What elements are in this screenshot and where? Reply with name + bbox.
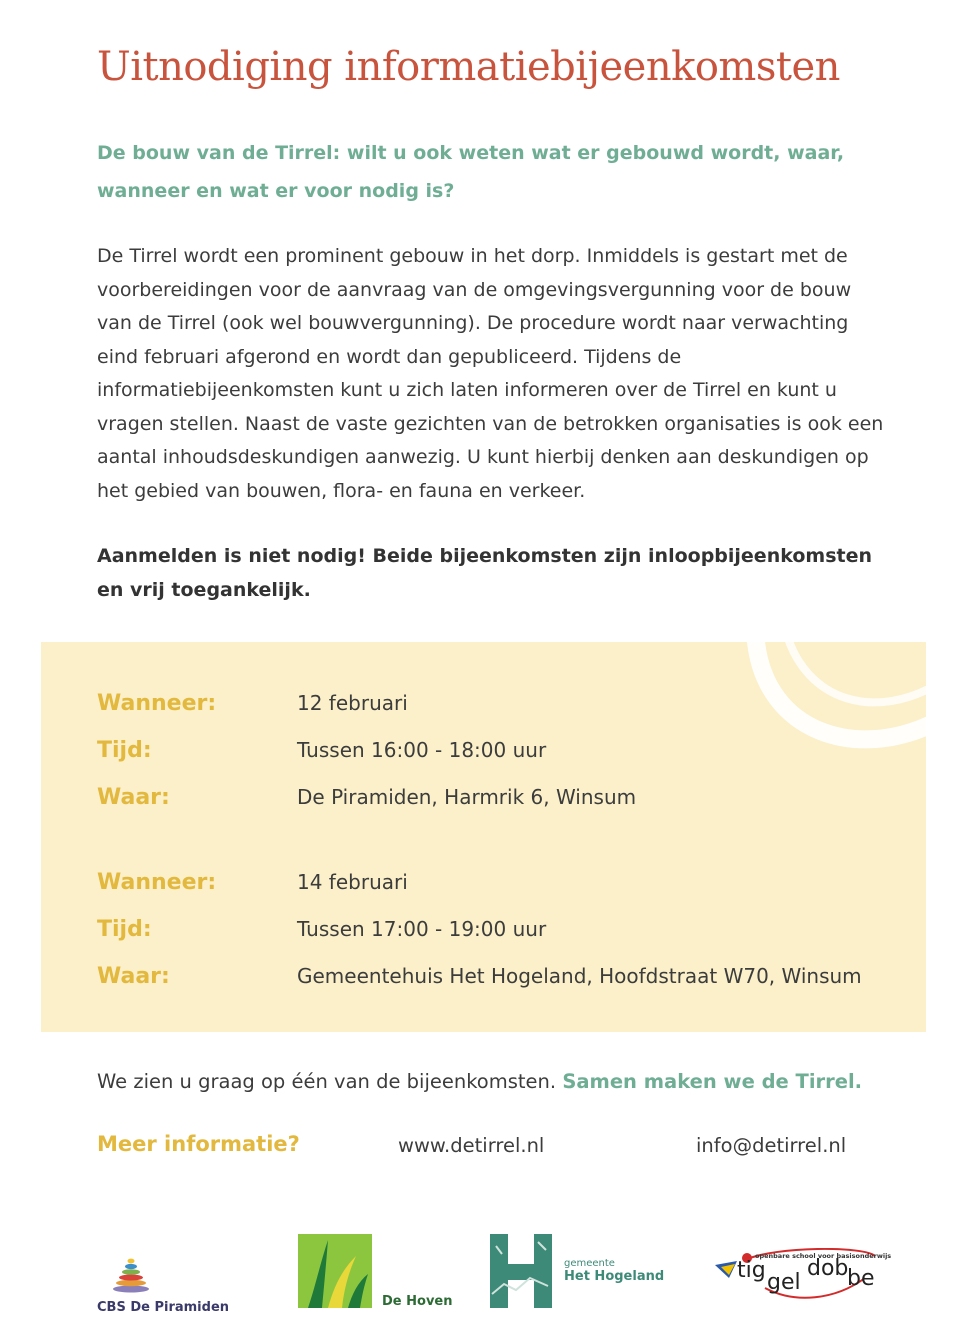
hogeland-logo-bottom: Het Hogeland xyxy=(564,1269,665,1284)
tiggeldobbe-word-2: gel xyxy=(767,1270,801,1295)
event-2-where-label: Waar: xyxy=(97,963,170,989)
registration-notice: Aanmelden is niet nodig! Beide bijeenkomsten zijn inloopbijeenkomsten en vrij toegankelijk. xyxy=(97,545,873,601)
closing-line xyxy=(97,1070,862,1093)
hoven-logo-text: De Hoven xyxy=(382,1294,453,1309)
website-link[interactable]: www.detirrel.nl xyxy=(398,1134,545,1157)
event-2-time-row xyxy=(97,909,546,949)
tiggeldobbe-word-4: be xyxy=(847,1266,875,1291)
event-1-when-row xyxy=(97,683,408,723)
event-1-where: De Piramiden, Harmrik 6, Winsum xyxy=(297,785,637,809)
hogeland-h-icon xyxy=(490,1234,554,1308)
swirl-decoration xyxy=(726,642,926,872)
event-2-where-row xyxy=(97,956,862,996)
page-title: Uitnodiging informatiebijeenkomsten xyxy=(97,44,840,90)
tiggeldobbe-word-3: dob xyxy=(807,1256,849,1281)
subtitle: De bouw van de Tirrel: wilt u ook weten wat er gebouwd wordt, waar, wanneer en wat er voor nodig is? xyxy=(97,142,845,202)
event-2-time: Tussen 17:00 - 19:00 uur xyxy=(297,917,547,941)
event-1-where-row xyxy=(97,777,636,817)
event-2-where: Gemeentehuis Het Hogeland, Hoofdstraat W70, Winsum xyxy=(297,964,862,988)
event-2-when: 14 februari xyxy=(297,870,408,894)
closing-accent: Samen maken we de Tirrel. xyxy=(562,1070,863,1093)
event-1-time: Tussen 16:00 - 18:00 uur xyxy=(297,738,547,762)
hoven-logo xyxy=(298,1234,453,1310)
hogeland-logo-top: gemeente xyxy=(564,1258,615,1269)
piramiden-logo-text: CBS De Piramiden xyxy=(97,1300,230,1315)
event-2-when-label: Wanneer: xyxy=(97,869,217,895)
tiggeldobbe-word-1: tig xyxy=(737,1258,766,1283)
tiggeldobbe-logo xyxy=(715,1248,892,1308)
event-1-time-row xyxy=(97,730,546,770)
events-panel xyxy=(41,642,926,1032)
event-1-when-label: Wanneer: xyxy=(97,690,217,716)
stacked-stones-icon xyxy=(97,1255,227,1295)
hogeland-logo xyxy=(490,1234,665,1308)
event-1-when: 12 februari xyxy=(297,691,408,715)
piramiden-logo xyxy=(97,1255,230,1315)
grass-leaves-icon xyxy=(298,1234,372,1308)
event-2-when-row xyxy=(97,862,408,902)
tiggeldobbe-tagline: openbare school voor basisonderwijs xyxy=(755,1252,892,1260)
body-paragraph: De Tirrel wordt een prominent gebouw in het dorp. Inmiddels is gestart met de voorbereidingen voor de aanvraag van de omgevingsvergunning voor de bouw van de Tirrel (ook wel bouwvergunning). De procedure wordt naar verwachting eind februari afgerond en wordt dan gepubliceerd. Tijdens de informatiebijeenkomsten kunt u zich laten informeren over de Tirrel en kunt u vragen stellen. Naast de vaste gezichten van de betrokken organisaties is ook een aantal inhoudsdeskundigen aanwezig. U kunt hierbij denken aan deskundigen op het gebied van bouwen, flora- en fauna en verkeer. xyxy=(97,245,884,502)
email-link[interactable]: info@detirrel.nl xyxy=(696,1134,847,1157)
event-1-where-label: Waar: xyxy=(97,784,170,810)
event-2-time-label: Tijd: xyxy=(97,916,152,942)
closing-text: We zien u graag op één van de bijeenkomsten. xyxy=(97,1070,557,1093)
event-1-time-label: Tijd: xyxy=(97,737,152,763)
more-info-label: Meer informatie? xyxy=(97,1132,300,1156)
